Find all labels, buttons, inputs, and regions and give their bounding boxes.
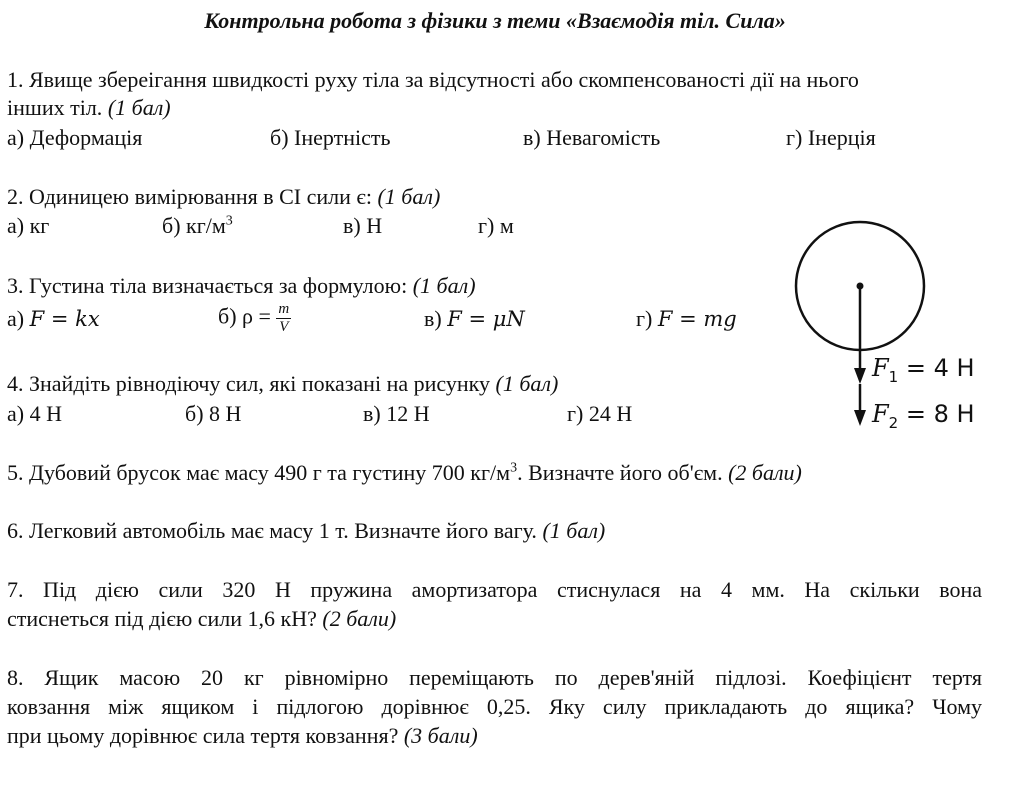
question-8-cont: [7, 693, 982, 721]
fraction-numerator: m: [278, 301, 290, 317]
question-8-cont-2: [7, 722, 478, 750]
question-5-text-end: . Визначте його об'єм.: [517, 460, 723, 485]
question-5-exponent: 3: [510, 460, 518, 476]
question-1-option-b: б) Інертність: [270, 125, 391, 150]
question-3-option-d-label: г): [636, 306, 653, 331]
question-1-points: (1 бал): [107, 95, 171, 120]
question-4-option-a: а) 4 Н: [7, 401, 62, 426]
question-1: [7, 66, 859, 94]
question-1-text-cont: інших тіл.: [7, 95, 103, 120]
question-2: [7, 183, 440, 211]
question-4-option-b: б) 8 Н: [185, 401, 242, 426]
question-2-option-c: в) Н: [343, 213, 383, 238]
question-3-option-a-formula: F = kx: [29, 307, 100, 331]
question-2-option-b-exponent: 3: [225, 213, 233, 229]
force-diagram: [780, 200, 990, 440]
question-7: [7, 576, 982, 604]
question-4-points: (1 бал): [495, 371, 559, 396]
question-7-cont: [7, 605, 396, 633]
question-3-option-a-label: а): [7, 306, 25, 331]
page-title: Контрольна робота з фізики з теми «Взаємодія тіл. Сила»: [204, 8, 786, 33]
question-3-option-c: [424, 305, 525, 333]
question-8-text-cont: ковзання між ящиком і підлогою дорівнює 0,25. Яку силу прикладають до ящика? Чому: [7, 694, 982, 719]
question-5-points: (2 бали): [728, 460, 802, 485]
question-3-option-a: [7, 305, 100, 333]
question-1-option-a: а) Деформація: [7, 125, 143, 150]
question-8-points: (3 бали): [403, 723, 478, 748]
question-8-text: 8. Ящик масою 20 кг рівномірно переміщають по дерев'яній підлозі. Коефіцієнт тертя: [7, 665, 982, 690]
question-4-option-c: в) 12 Н: [363, 401, 430, 426]
question-2-option-b: [162, 212, 233, 240]
question-3-text: 3. Густина тіла визначається за формулою:: [7, 273, 408, 298]
question-3-option-c-label: в): [424, 306, 442, 331]
question-5-text: 5. Дубовий брусок має масу 490 г та густину 700 кг/м: [7, 460, 511, 485]
question-2-points: (1 бал): [377, 184, 441, 209]
question-2-option-b-text: б) кг/м: [162, 213, 226, 238]
question-3-option-b-label: б) ρ =: [218, 303, 271, 329]
question-2-text: 2. Одиницею вимірювання в СІ сили є:: [7, 184, 372, 209]
question-3-option-d: [636, 305, 737, 333]
question-4: [7, 370, 558, 398]
fraction-denominator: V: [279, 319, 289, 335]
question-8: [7, 664, 982, 692]
question-4-option-d: г) 24 Н: [567, 401, 633, 426]
question-1-option-d: г) Інерція: [786, 125, 876, 150]
question-1-cont: [7, 94, 171, 122]
question-2-option-a: а) кг: [7, 213, 50, 238]
question-3-option-b: [218, 301, 291, 336]
question-5: [7, 459, 802, 487]
question-8-text-end: при цьому дорівнює сила тертя ковзання?: [7, 723, 399, 748]
question-7-text-cont: стиснеться під дією сили 1,6 кН?: [7, 606, 317, 631]
force-1-arrowhead: [854, 368, 866, 384]
question-3-option-d-formula: F = mg: [657, 307, 737, 331]
force-2-label: $F_2 = 8$ Н: [872, 400, 975, 432]
question-6-points: (1 бал): [542, 518, 606, 543]
question-7-text: 7. Під дією сили 320 Н пружина амортизатора стиснулася на 4 мм. На скільки вона: [7, 577, 982, 602]
question-3-option-b-fraction: [276, 301, 291, 336]
force-1-label: $F_1 = 4$ Н: [872, 354, 975, 386]
question-7-points: (2 бали): [322, 606, 397, 631]
question-6: [7, 517, 605, 545]
question-3: [7, 272, 476, 300]
question-4-text: 4. Знайдіть рівнодіючу сил, які показані на рисунку: [7, 371, 491, 396]
question-6-text: 6. Легковий автомобіль має масу 1 т. Визначте його вагу.: [7, 518, 537, 543]
force-2-arrowhead: [854, 410, 866, 426]
question-3-option-c-formula: F = μN: [447, 307, 525, 331]
question-1-text: 1. Явище збереігання швидкості руху тіла за відсутності або скомпенсованості дії на нього: [7, 67, 859, 92]
question-3-points: (1 бал): [412, 273, 476, 298]
question-2-option-d: г) м: [478, 213, 514, 238]
question-1-option-c: в) Невагомість: [523, 125, 661, 150]
